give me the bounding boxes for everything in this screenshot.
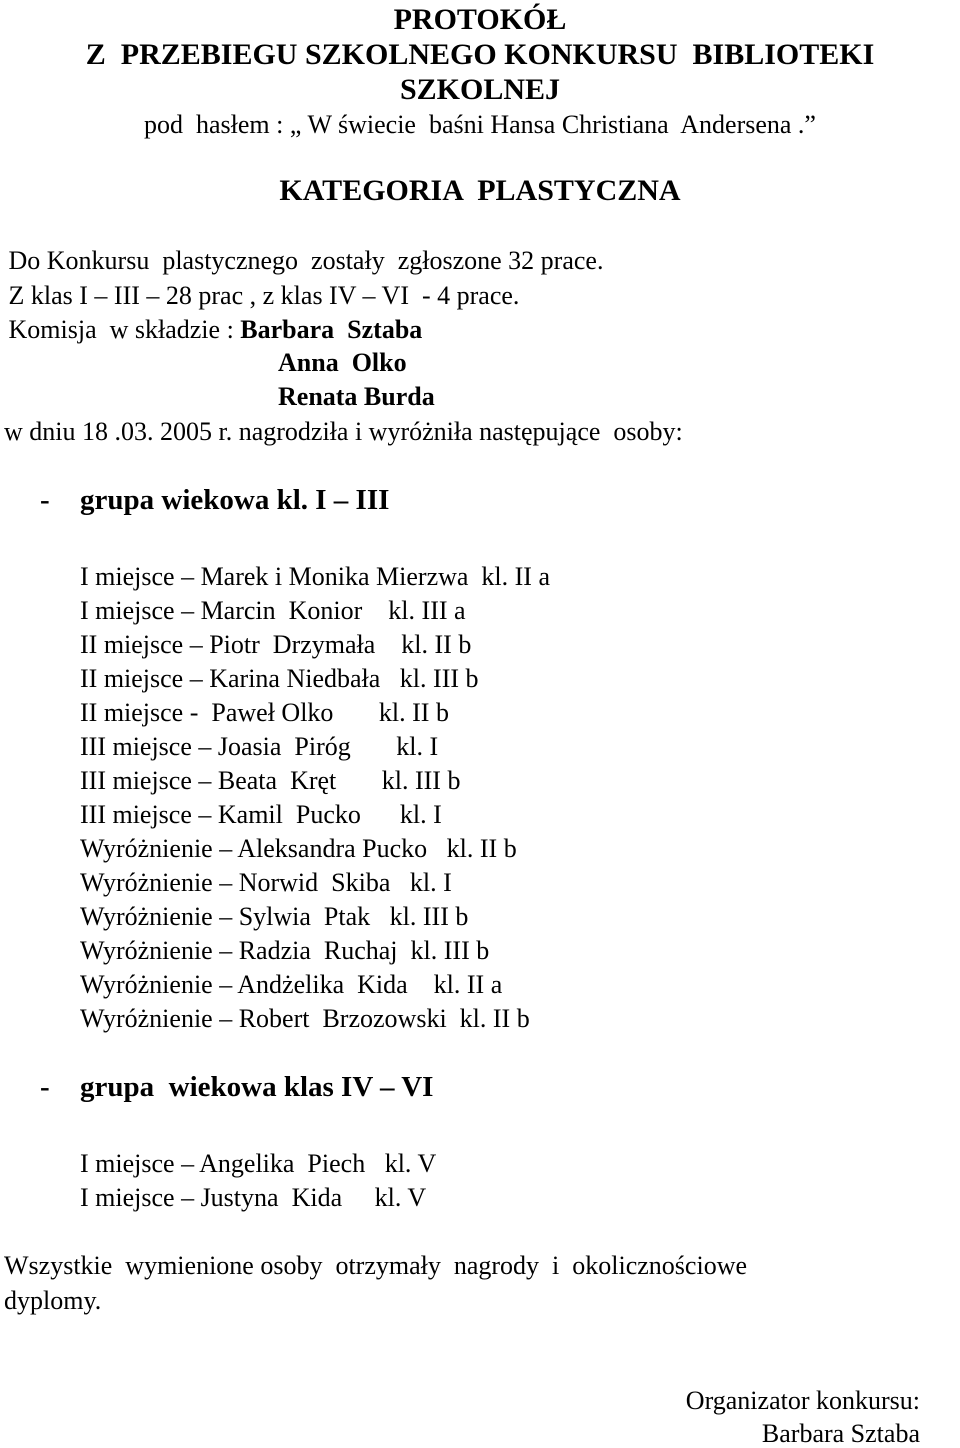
award-item: I miejsce – Marcin Konior kl. III a [80,596,466,625]
award-item: I miejsce – Angelika Piech kl. V [80,1149,437,1178]
commission-member-3: Renata Burda [278,382,435,411]
award-item: Wyróżnienie – Andżelika Kida kl. II a [80,970,503,999]
signature-name: Barbara Sztaba [761,1419,920,1448]
award-item: I miejsce – Justyna Kida kl. V [80,1183,427,1212]
document-subtitle-line1: Z PRZEBIEGU SZKOLNEGO KONKURSU BIBLIOTEKI [85,38,875,71]
group-title-1-3: grupa wiekowa kl. I – III [80,484,390,516]
document-title: PROTOKÓŁ [393,3,567,36]
award-item: III miejsce – Beata Kręt kl. III b [80,766,461,795]
commission-label: Komisja w składzie : Barbara Sztaba [2,315,423,344]
award-item: II miejsce – Piotr Drzymała kl. II b [80,630,472,659]
award-item: Wyróżnienie – Aleksandra Pucko kl. II b [80,834,517,863]
group-title-4-6: grupa wiekowa klas IV – VI [80,1071,434,1103]
award-item: Wyróżnienie – Norwid Skiba kl. I [80,868,452,897]
award-item: Wyróżnienie – Sylwia Ptak kl. III b [80,902,469,931]
commission-member-1: Barbara Sztaba [240,315,423,344]
award-item: III miejsce – Kamil Pucko kl. I [80,800,442,829]
award-item: III miejsce – Joasia Piróg kl. I [80,732,439,761]
contest-slogan: pod hasłem : „ W świecie baśni Hansa Christiana Andersena .” [144,110,816,139]
closing-line-2: dyplomy. [4,1286,102,1315]
date-line: w dniu 18 .03. 2005 r. nagrodziła i wyróżniła następujące osoby: [4,417,683,446]
award-item: I miejsce – Marek i Monika Mierzwa kl. II a [80,562,551,591]
closing-line-1: Wszystkie wymienione osoby otrzymały nagrody i okolicznościowe [4,1251,748,1280]
intro-line-entries: Do Konkursu plastycznego zostały zgłoszone 32 prace. [2,246,604,275]
commission-member-2: Anna Olko [278,348,407,377]
intro-line-classes: Z klas I – III – 28 prac , z klas IV – VI - 4 prace. [2,281,520,310]
award-item: II miejsce – Karina Niedbała kl. III b [80,664,479,693]
category-heading: KATEGORIA PLASTYCZNA [279,174,681,207]
award-item: II miejsce - Paweł Olko kl. II b [80,698,449,727]
award-item: Wyróżnienie – Radzia Ruchaj kl. III b [80,936,490,965]
document-subtitle-line2: SZKOLNEJ [399,73,561,106]
group-bullet: - [40,1071,50,1103]
award-item: Wyróżnienie – Robert Brzozowski kl. II b [80,1004,530,1033]
group-bullet: - [40,484,50,516]
signature-role: Organizator konkursu: [685,1386,920,1415]
